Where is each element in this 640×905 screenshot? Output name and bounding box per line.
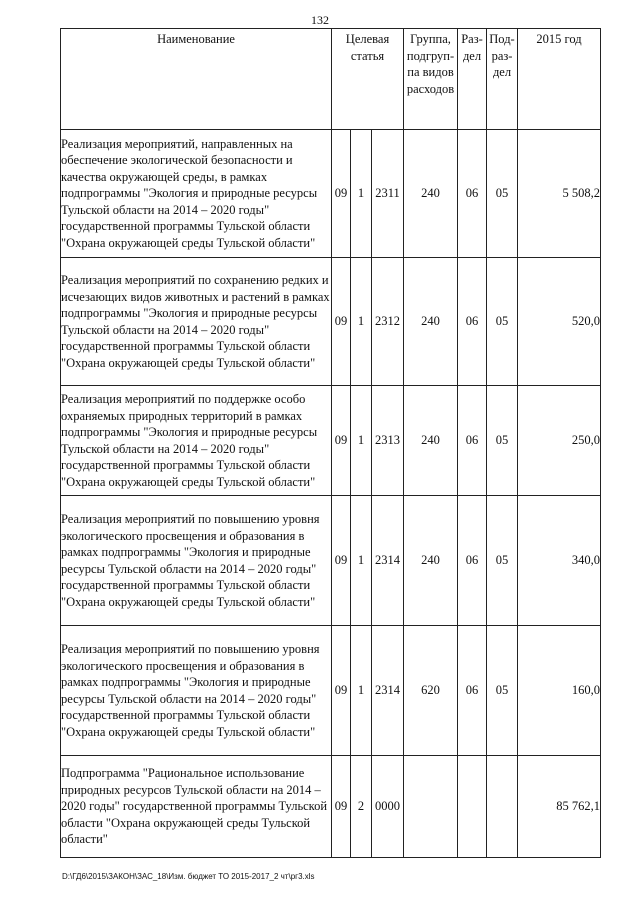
table-row — [61, 756, 601, 858]
row-name: Реализация мероприятий по повышению уровня экологического просвещения и образования в рамках подпрограммы "Экология и природные ресурсы Тульской области на 2014 – 2020 годы" государственной программы Тульской области "Охрана окружающей среды Тульской области" — [61, 496, 332, 626]
target-code-program: 09 — [332, 496, 351, 626]
target-code-item: 2311 — [372, 130, 404, 258]
table-row — [61, 496, 601, 626]
table-row — [61, 258, 601, 386]
header-year: 2015 год — [518, 29, 601, 130]
target-code-subprogram: 1 — [351, 130, 372, 258]
target-code-program: 09 — [332, 130, 351, 258]
file-path-footer: D:\ГД6\2015\ЗАКОН\ЗАС_18\Изм. бюджет ТО 2015-2017_2 чт\рг3.xls — [62, 872, 315, 881]
target-code-program: 09 — [332, 626, 351, 756]
header-group: Группа, подгруп-па видов расходов — [404, 29, 458, 130]
target-code-subprogram: 1 — [351, 258, 372, 386]
section-code: 06 — [458, 626, 487, 756]
header-section: Раз-дел — [458, 29, 487, 130]
target-code-subprogram: 1 — [351, 496, 372, 626]
section-code: 06 — [458, 496, 487, 626]
target-code-program: 09 — [332, 756, 351, 858]
target-code-item: 2314 — [372, 626, 404, 756]
target-code-program: 09 — [332, 386, 351, 496]
amount-2015: 520,0 — [518, 258, 601, 386]
table-row — [61, 626, 601, 756]
row-name: Реализация мероприятий по поддержке особо охраняемых природных территорий в рамках подпрограммы "Экология и природные ресурсы Тульской области на 2014 – 2020 годы" государственной программы Тульской области "Охрана окружающей среды Тульской области" — [61, 386, 332, 496]
header-name: Наименование — [61, 29, 332, 130]
section-code: 06 — [458, 386, 487, 496]
section-code — [458, 756, 487, 858]
page-number: 132 — [311, 13, 329, 27]
subsection-code: 05 — [487, 496, 518, 626]
target-code-subprogram: 1 — [351, 626, 372, 756]
amount-2015: 5 508,2 — [518, 130, 601, 258]
table-row — [61, 386, 601, 496]
target-code-item: 2313 — [372, 386, 404, 496]
row-name: Реализация мероприятий по сохранению редких и исчезающих видов животных и растений в рамках подпрограммы "Экология и природные ресурсы Тульской области на 2014 – 2020 годы" государственной программы Тульской области "Охрана окружающей среды Тульской области" — [61, 258, 332, 386]
section-code: 06 — [458, 258, 487, 386]
row-name: Подпрограмма "Рациональное использование природных ресурсов Тульской области на 2014 – 2020 годы" государственной программы Тульской области "Охрана окружающей среды Тульской области" — [61, 756, 332, 858]
row-name: Реализация мероприятий по повышению уровня экологического просвещения и образования в рамках подпрограммы "Экология и природные ресурсы Тульской области на 2014 – 2020 годы" государственной программы Тульской области "Охрана окружающей среды Тульской области" — [61, 626, 332, 756]
row-name: Реализация мероприятий, направленных на обеспечение экологической безопасности и качества окружающей среды, в рамках подпрограммы "Экология и природные ресурсы Тульской области на 2014 – 2020 годы" государственной программы Тульской области "Охрана окружающей среды Тульской области" — [61, 130, 332, 258]
header-target: Целевая статья — [332, 29, 404, 130]
target-code-item: 2314 — [372, 496, 404, 626]
target-code-item: 0000 — [372, 756, 404, 858]
amount-2015: 340,0 — [518, 496, 601, 626]
target-code-subprogram: 1 — [351, 386, 372, 496]
expense-group: 240 — [404, 496, 458, 626]
amount-2015: 160,0 — [518, 626, 601, 756]
subsection-code: 05 — [487, 130, 518, 258]
target-code-item: 2312 — [372, 258, 404, 386]
subsection-code — [487, 756, 518, 858]
section-code: 06 — [458, 130, 487, 258]
header-subsection: Под-раз-дел — [487, 29, 518, 130]
amount-2015: 85 762,1 — [518, 756, 601, 858]
expense-group: 240 — [404, 258, 458, 386]
header-row — [61, 29, 601, 130]
budget-table — [60, 28, 601, 858]
subsection-code: 05 — [487, 626, 518, 756]
expense-group: 240 — [404, 130, 458, 258]
subsection-code: 05 — [487, 258, 518, 386]
expense-group: 240 — [404, 386, 458, 496]
amount-2015: 250,0 — [518, 386, 601, 496]
target-code-program: 09 — [332, 258, 351, 386]
subsection-code: 05 — [487, 386, 518, 496]
expense-group: 620 — [404, 626, 458, 756]
target-code-subprogram: 2 — [351, 756, 372, 858]
table-row — [61, 130, 601, 258]
expense-group — [404, 756, 458, 858]
